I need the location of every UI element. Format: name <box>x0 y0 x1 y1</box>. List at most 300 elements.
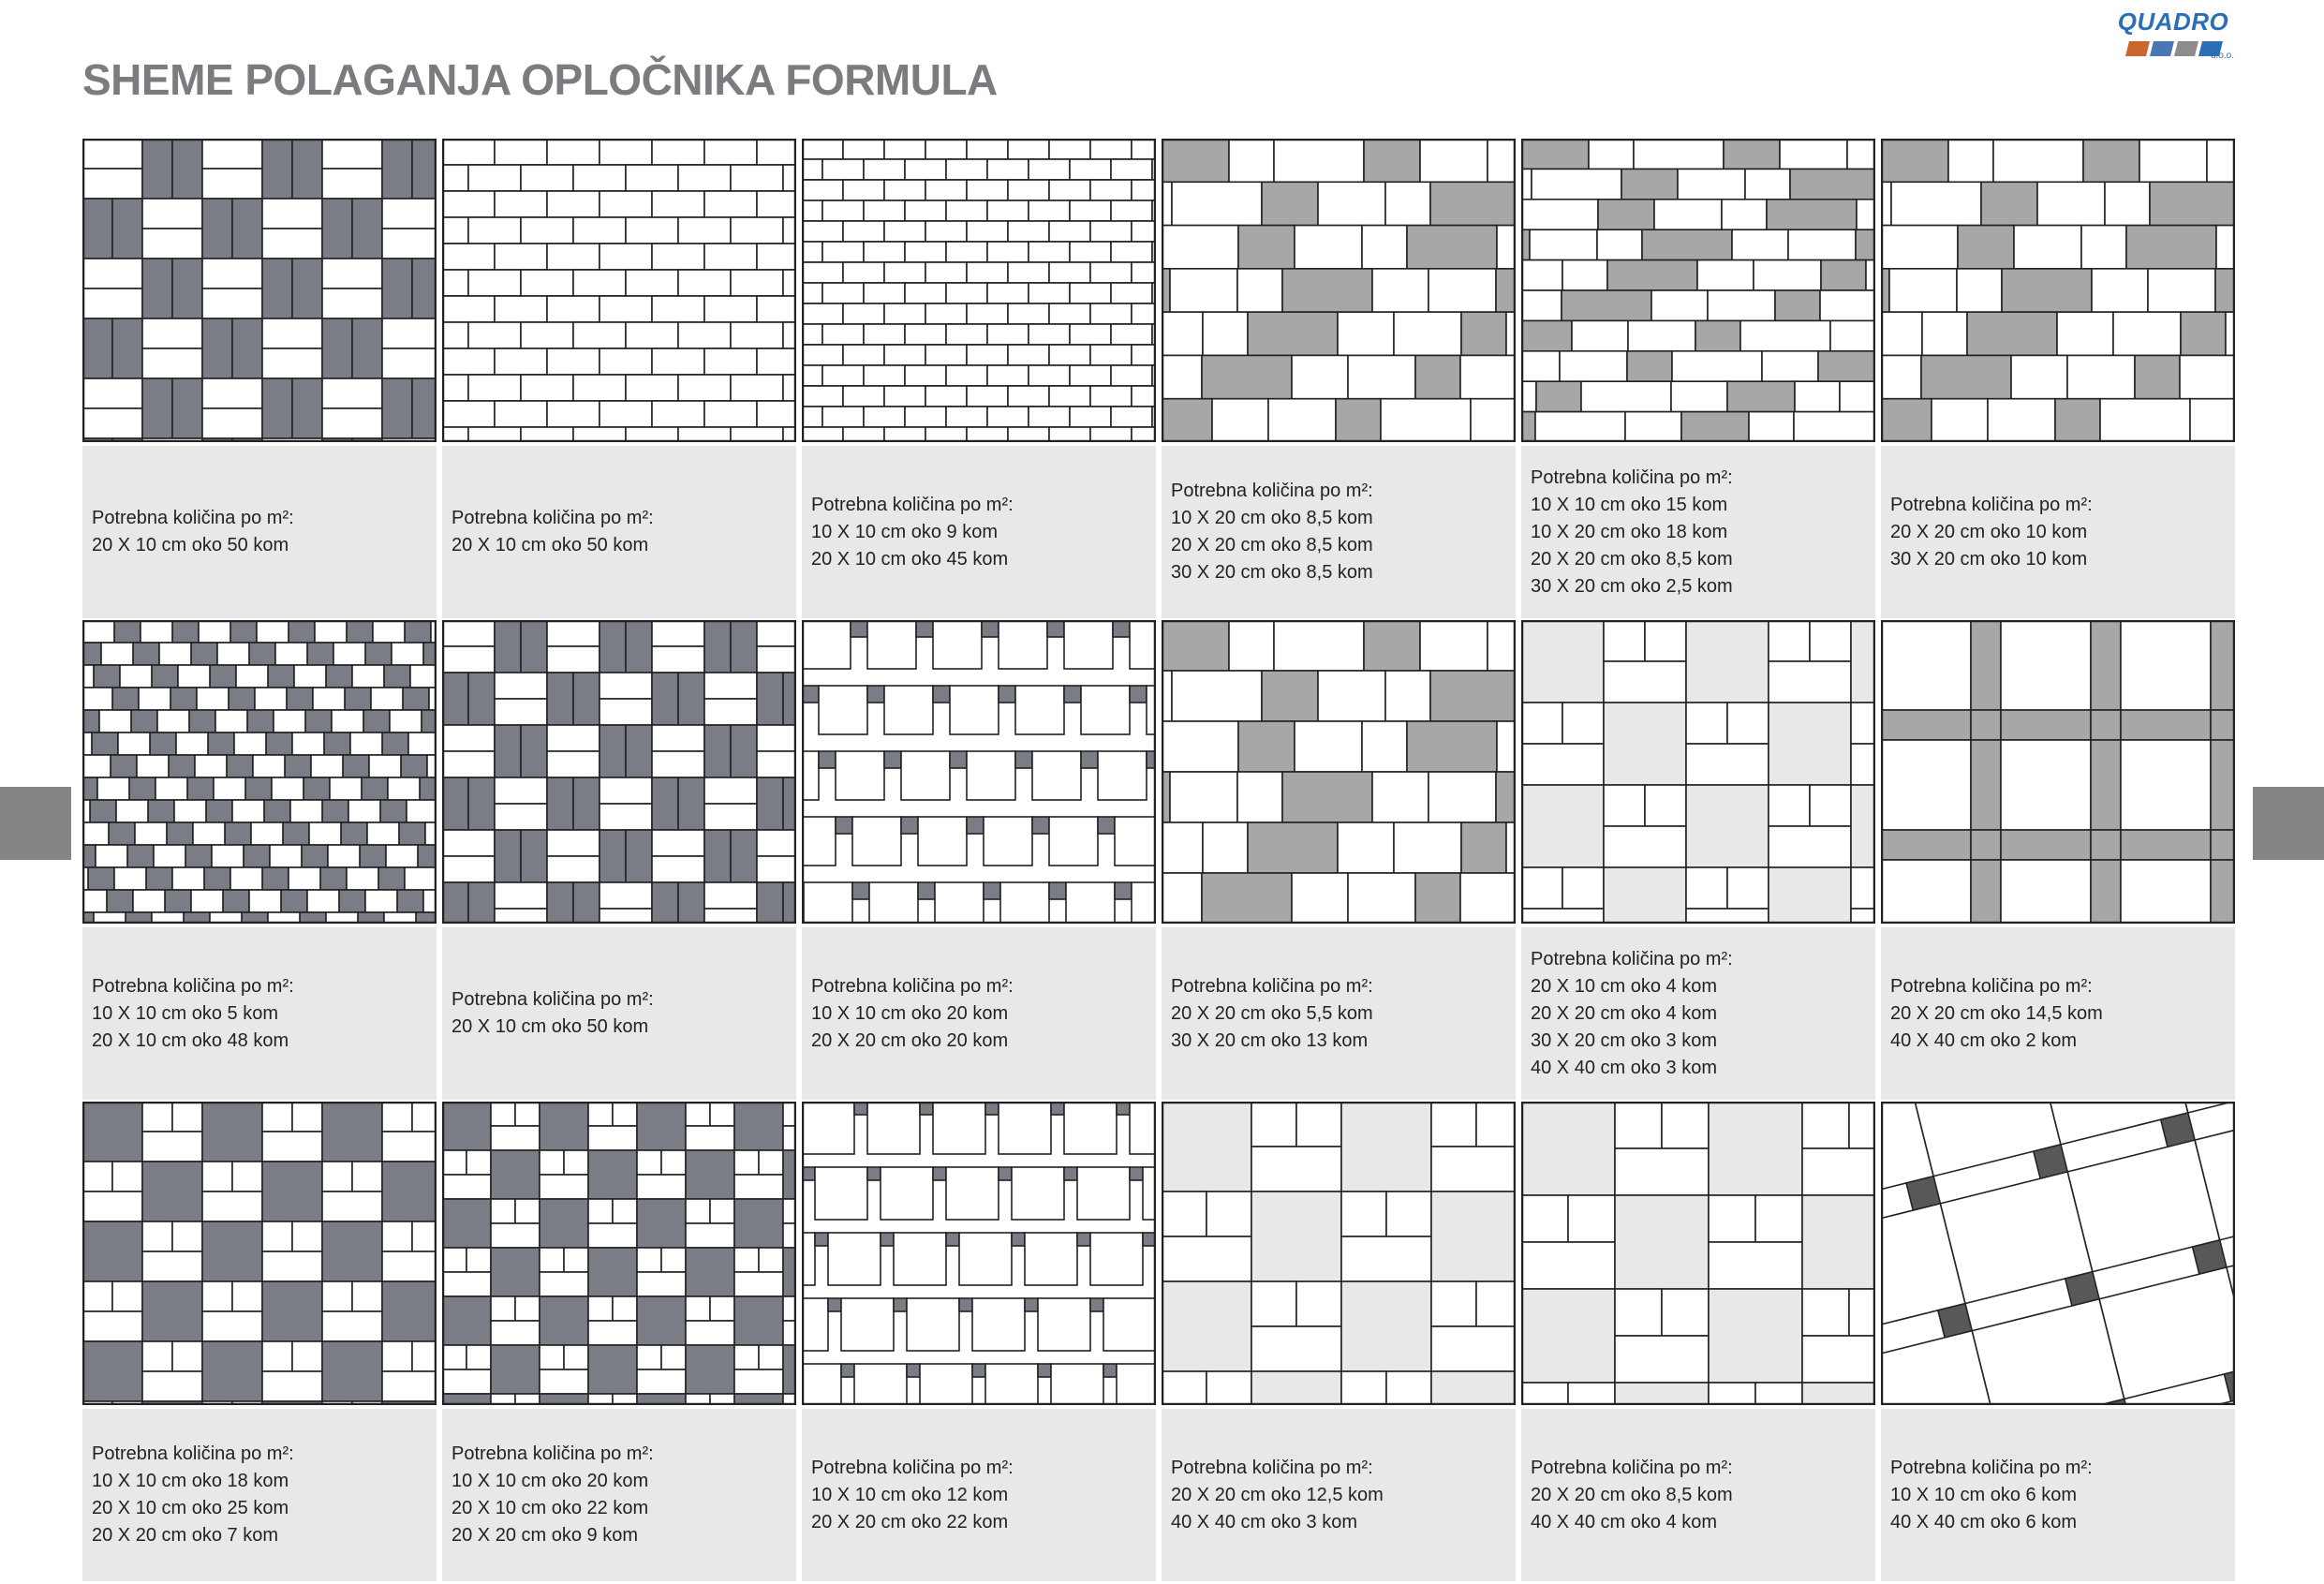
paver <box>466 1150 491 1175</box>
paver <box>1488 139 1516 182</box>
paver <box>1132 427 1156 442</box>
paver <box>652 296 704 322</box>
laying-scheme-card <box>1521 620 1875 1100</box>
paver <box>1362 226 1407 269</box>
paver <box>867 686 884 703</box>
paver <box>547 139 600 165</box>
paver <box>382 378 412 438</box>
paver <box>468 427 521 442</box>
quantity-line: 40 X 40 cm oko 6 kom <box>1890 1511 2077 1532</box>
paver <box>1802 1336 1875 1383</box>
quantity-caption <box>442 1409 796 1581</box>
paver <box>704 804 757 830</box>
paver <box>146 867 172 890</box>
paver <box>1709 1195 1755 1242</box>
previous-page-tab[interactable] <box>0 787 71 860</box>
paver <box>637 1345 661 1369</box>
paver <box>322 378 382 408</box>
paver <box>442 217 468 244</box>
paver <box>731 427 783 442</box>
paver <box>412 139 437 199</box>
paver <box>322 169 382 199</box>
paver <box>172 1102 202 1132</box>
paver <box>1292 355 1348 398</box>
paver <box>187 777 214 800</box>
paver <box>214 777 245 800</box>
paver <box>1038 1298 1090 1351</box>
paver <box>1098 751 1147 800</box>
paver <box>1921 355 2011 398</box>
paver <box>600 191 652 217</box>
laying-scheme-card <box>442 139 796 618</box>
paver <box>442 830 495 856</box>
paver <box>442 1150 466 1175</box>
quantity-heading: Potrebna količina po m²: <box>1171 1457 1373 1478</box>
paver <box>802 620 851 669</box>
paver <box>191 890 223 912</box>
paver <box>1769 703 1851 785</box>
paver <box>864 242 905 262</box>
paver <box>1132 303 1156 324</box>
paver <box>82 1102 142 1162</box>
paver <box>678 427 731 442</box>
paver <box>547 673 573 725</box>
paver <box>292 733 324 755</box>
paver <box>232 800 264 822</box>
paver <box>521 375 573 401</box>
paver <box>1695 320 1740 350</box>
paver <box>802 180 843 200</box>
paver <box>322 1281 352 1311</box>
paver <box>946 242 987 262</box>
paver <box>408 733 437 755</box>
paver <box>987 242 1029 262</box>
paver <box>2135 355 2180 398</box>
paver <box>1132 262 1156 283</box>
paver <box>1070 324 1111 345</box>
quantity-heading: Potrebna količina po m²: <box>811 494 1014 515</box>
paver <box>363 710 390 733</box>
quantity-line: 10 X 10 cm oko 12 kom <box>811 1484 1009 1505</box>
paver <box>1212 399 1268 442</box>
paver <box>2121 860 2211 924</box>
quantity-heading: Potrebna količina po m²: <box>1171 975 1373 997</box>
paver <box>322 199 352 259</box>
paver <box>637 1248 661 1272</box>
paver <box>1881 139 1948 182</box>
paver <box>185 845 212 867</box>
paver <box>262 1251 322 1281</box>
paver <box>1521 1195 1568 1242</box>
quantity-caption <box>1162 446 1516 618</box>
paver <box>1202 873 1292 924</box>
paver <box>864 159 905 180</box>
paver <box>731 165 783 191</box>
quantity-line: 10 X 10 cm oko 15 kom <box>1531 494 1728 515</box>
paver <box>802 427 843 442</box>
paver <box>202 1192 262 1221</box>
paver <box>1686 744 1769 785</box>
paver <box>262 867 289 890</box>
paver <box>309 822 341 845</box>
paver <box>491 1102 515 1126</box>
paver <box>112 318 142 378</box>
paver <box>202 259 262 289</box>
paver <box>1697 260 1754 290</box>
paver <box>757 725 796 751</box>
paver <box>1535 412 1625 442</box>
paver <box>984 817 1032 866</box>
paver <box>540 1199 588 1248</box>
quantity-caption <box>1521 1409 1875 1581</box>
paver <box>202 169 262 199</box>
paver <box>1971 740 2001 830</box>
paver <box>1625 412 1681 442</box>
paver <box>1341 1371 1386 1405</box>
paver <box>1113 620 1130 637</box>
paver <box>94 665 120 688</box>
paver <box>266 733 292 755</box>
paver <box>2113 312 2181 355</box>
paver <box>1029 407 1070 427</box>
paver <box>540 1369 588 1394</box>
paver <box>262 259 292 318</box>
paver <box>686 1248 734 1296</box>
paver <box>1049 303 1090 324</box>
paver <box>1407 226 1497 269</box>
paver <box>1407 721 1497 772</box>
paver <box>626 165 678 191</box>
paver <box>540 1296 588 1345</box>
paver <box>757 244 796 270</box>
paver <box>148 800 174 822</box>
paver <box>495 777 547 804</box>
paver <box>1597 229 1642 259</box>
paver <box>704 139 757 165</box>
paver <box>322 1162 352 1192</box>
paver <box>652 139 704 165</box>
paver <box>390 710 422 733</box>
paver <box>142 1371 202 1401</box>
paver <box>547 244 600 270</box>
paver <box>2121 620 2211 710</box>
paver <box>967 427 1008 442</box>
paver <box>2211 740 2235 830</box>
paver <box>521 322 573 348</box>
paver <box>1385 182 1430 225</box>
paver <box>1851 867 1875 909</box>
paver <box>289 620 315 643</box>
paver <box>495 804 547 830</box>
paver <box>933 686 950 703</box>
paver <box>1032 751 1081 800</box>
paver <box>1431 1192 1516 1281</box>
paver <box>1292 873 1348 924</box>
paver <box>884 751 901 768</box>
paver <box>573 673 600 725</box>
paver <box>142 259 172 318</box>
paver <box>1645 620 1686 661</box>
paver <box>412 1341 437 1371</box>
paver <box>540 1272 588 1296</box>
paver <box>1431 1371 1516 1405</box>
paver <box>686 1321 734 1345</box>
paver <box>547 725 600 751</box>
paver <box>1008 180 1049 200</box>
paver <box>1521 200 1598 229</box>
paver <box>352 665 384 688</box>
quantity-line: 20 X 10 cm oko 48 kom <box>92 1029 289 1051</box>
paver <box>313 688 345 710</box>
paver <box>1521 290 1562 320</box>
paver <box>1008 386 1049 407</box>
paver <box>1431 1102 1476 1147</box>
paver-pattern-diagram <box>1521 139 1875 442</box>
quantity-line: 30 X 20 cm oko 10 kom <box>1890 548 2088 570</box>
paver <box>1162 721 1238 772</box>
paver <box>1090 180 1132 200</box>
quantity-heading: Potrebna količina po m²: <box>451 508 654 528</box>
paver <box>652 646 704 673</box>
paver <box>626 427 678 442</box>
paver <box>155 777 187 800</box>
paver <box>262 1162 322 1221</box>
laying-scheme-card <box>1162 1102 1516 1581</box>
paver <box>311 755 343 777</box>
paver <box>704 401 757 427</box>
paver <box>1881 312 1922 355</box>
paver <box>521 830 547 882</box>
quantity-caption <box>1521 446 1875 618</box>
paver <box>1431 1281 1476 1326</box>
paver <box>112 1162 142 1192</box>
paver-pattern-diagram <box>802 1102 1156 1405</box>
paver <box>678 777 704 830</box>
paver <box>1111 407 1152 427</box>
paver <box>1115 882 1132 899</box>
paver <box>822 324 864 345</box>
paver <box>564 1248 588 1272</box>
paver <box>2121 740 2211 830</box>
paver <box>704 882 757 909</box>
paver <box>1318 671 1385 721</box>
paver <box>1132 882 1156 924</box>
paver <box>1686 867 1727 909</box>
paver <box>1821 260 1866 290</box>
paver <box>142 1102 172 1132</box>
paver <box>802 751 819 800</box>
laying-scheme-card <box>802 1102 1156 1581</box>
paver <box>1098 817 1115 834</box>
paver <box>1521 1383 1568 1405</box>
quantity-heading: Potrebna količina po m²: <box>1531 948 1733 970</box>
paver <box>1162 355 1202 398</box>
paver <box>172 1341 202 1371</box>
paver <box>1830 320 1875 350</box>
paver <box>905 283 946 303</box>
paver <box>678 270 731 296</box>
paver <box>2092 269 2148 312</box>
paver <box>822 407 864 427</box>
next-page-tab[interactable] <box>2253 787 2324 860</box>
paver <box>1162 1281 1251 1371</box>
paver <box>828 1298 841 1311</box>
paver <box>202 139 262 169</box>
paver <box>262 1221 292 1251</box>
paver-pattern-diagram <box>82 1102 437 1405</box>
paver <box>82 169 142 199</box>
paver <box>946 407 987 427</box>
paver <box>573 882 600 924</box>
paver <box>1132 345 1156 365</box>
paver <box>116 800 148 822</box>
paver <box>491 1150 540 1199</box>
paver <box>1251 1326 1341 1371</box>
paver <box>1008 345 1049 365</box>
paver <box>1415 355 1460 398</box>
paver <box>1769 620 1810 661</box>
paver <box>925 427 967 442</box>
paver <box>495 139 547 165</box>
paver <box>1881 355 1921 398</box>
paver <box>2126 226 2216 269</box>
paver <box>1820 290 1875 320</box>
paver <box>1296 1281 1341 1326</box>
paver <box>322 139 382 169</box>
paver <box>731 217 783 244</box>
paver <box>1070 365 1111 386</box>
paver <box>230 620 257 643</box>
paver <box>82 1311 142 1341</box>
quantity-line: 40 X 40 cm oko 4 kom <box>1531 1511 1717 1532</box>
paver <box>418 845 437 867</box>
paver <box>232 199 262 259</box>
paver <box>495 699 547 725</box>
paver <box>822 200 864 221</box>
paver <box>600 725 626 777</box>
quantity-heading: Potrebna količina po m²: <box>811 1457 1014 1478</box>
paver <box>1372 269 1428 312</box>
paver <box>884 386 925 407</box>
paver <box>1029 365 1070 386</box>
paver <box>884 221 925 242</box>
paver <box>2014 226 2081 269</box>
paver <box>442 244 495 270</box>
paver <box>1849 1289 1875 1336</box>
paver <box>468 375 521 401</box>
paver <box>466 1345 491 1369</box>
paver <box>1881 226 1958 269</box>
quantity-caption <box>802 446 1156 618</box>
paver <box>1615 1102 1662 1148</box>
paver <box>1025 1233 1077 1285</box>
paver <box>257 620 289 643</box>
paver <box>322 1102 382 1162</box>
paver <box>1686 785 1769 867</box>
paver <box>1851 703 1875 744</box>
paver <box>734 1296 783 1345</box>
paver <box>82 318 112 378</box>
paver <box>1362 721 1407 772</box>
paver <box>1238 226 1295 269</box>
paver <box>255 688 287 710</box>
paver <box>1615 1289 1662 1336</box>
paver <box>999 1167 1012 1180</box>
paver <box>836 817 852 834</box>
paver <box>987 159 1029 180</box>
paver <box>1237 269 1282 312</box>
quantity-line: 20 X 10 cm oko 50 kom <box>451 535 649 555</box>
paver <box>704 909 757 924</box>
paver <box>678 322 731 348</box>
paver <box>802 1102 854 1154</box>
paver <box>822 242 864 262</box>
paver <box>202 1162 232 1192</box>
paver <box>626 217 678 244</box>
paver <box>118 733 150 755</box>
paver <box>600 244 652 270</box>
paver <box>686 1223 734 1248</box>
paver <box>283 822 309 845</box>
laying-scheme-card <box>1521 139 1875 618</box>
paver <box>365 643 392 665</box>
paver <box>600 882 652 909</box>
paver-pattern-diagram <box>442 620 796 924</box>
paver <box>170 688 197 710</box>
paver <box>362 777 388 800</box>
paver <box>1229 620 1274 671</box>
paver <box>547 882 573 924</box>
quantity-caption <box>1162 1409 1516 1581</box>
paver <box>600 777 652 804</box>
paver <box>2216 226 2235 269</box>
paver <box>1851 909 1875 924</box>
paver <box>2001 740 2091 830</box>
paver <box>1621 169 1678 199</box>
paver <box>262 1371 322 1401</box>
paver <box>1708 290 1775 320</box>
paver <box>982 620 999 637</box>
paver <box>131 710 157 733</box>
paver <box>1881 710 1971 740</box>
paver <box>841 1298 894 1351</box>
paver <box>1642 229 1732 259</box>
paver <box>967 345 1008 365</box>
paver <box>564 1150 588 1175</box>
paver <box>1251 1281 1296 1326</box>
quantity-line: 20 X 10 cm oko 4 kom <box>1531 975 1717 997</box>
paver <box>734 1150 759 1175</box>
paver <box>521 165 573 191</box>
quantity-line: 20 X 20 cm oko 14,5 kom <box>1890 1002 2103 1024</box>
paver <box>1049 882 1066 899</box>
paver <box>302 845 328 867</box>
paver <box>1132 221 1156 242</box>
logo-suffix: d.o.o. <box>2210 51 2234 61</box>
paver <box>137 755 169 777</box>
paver <box>1460 355 1516 398</box>
paver <box>901 817 918 834</box>
paver <box>114 620 141 643</box>
paver <box>734 1102 783 1150</box>
paver <box>1958 226 2014 269</box>
paver <box>1430 182 1516 225</box>
paver <box>82 1162 112 1192</box>
paver <box>547 830 600 856</box>
paver <box>1070 283 1111 303</box>
quantity-heading: Potrebna količina po m²: <box>451 1443 654 1464</box>
paver <box>373 620 405 643</box>
